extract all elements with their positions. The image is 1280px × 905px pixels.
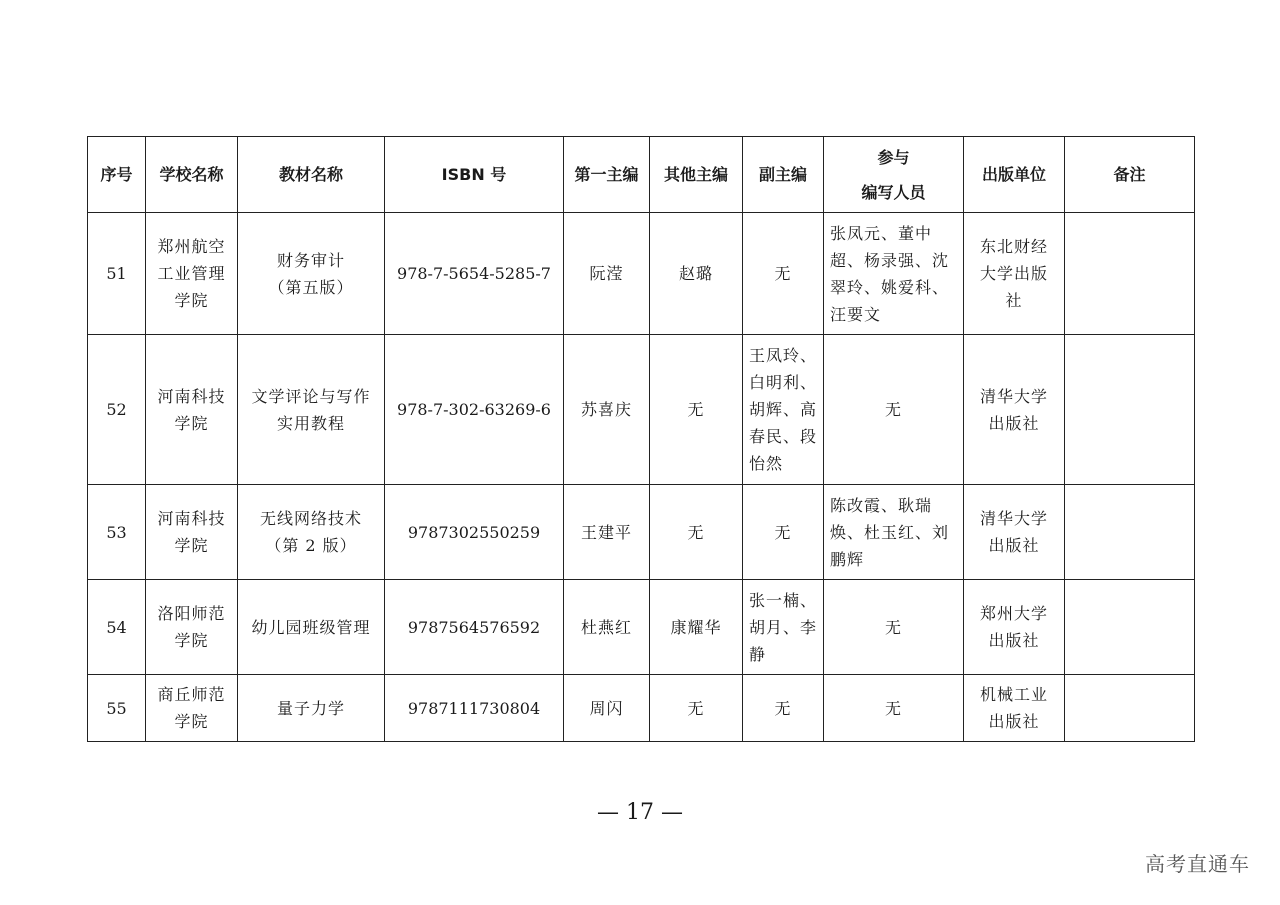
header-line: 参与 xyxy=(877,147,910,167)
cell-title xyxy=(238,335,385,485)
header-col-first-editor: 第一主编 xyxy=(564,137,650,213)
cell-title-line: （第 2 版） xyxy=(265,536,357,555)
cell-publisher-line: 郑州大学 xyxy=(979,604,1048,623)
cell-participants xyxy=(824,213,964,335)
cell-deputy-editors xyxy=(743,485,824,580)
cell-participants-line: 鹏辉 xyxy=(830,549,865,569)
page-number: — 17 — xyxy=(597,800,683,825)
cell-participants xyxy=(824,485,964,580)
cell-publisher-line: 出版社 xyxy=(988,631,1040,650)
cell-title-line: 实用教程 xyxy=(276,413,345,433)
cell-remark xyxy=(1065,675,1195,742)
cell-school-line: 学院 xyxy=(174,413,209,433)
cell-no: 55 xyxy=(88,675,146,742)
cell-participants-line: 张凤元、董中 xyxy=(830,223,933,243)
cell-title xyxy=(238,675,385,742)
cell-title-line: 幼儿园班级管理 xyxy=(251,617,371,637)
cell-participants-line: 汪要文 xyxy=(830,304,882,324)
cell-publisher xyxy=(964,580,1065,675)
header-col-other-editors: 其他主编 xyxy=(650,137,743,213)
cell-publisher-line: 社 xyxy=(1005,291,1023,310)
cell-isbn: 9787564576592 xyxy=(385,580,564,675)
cell-participants xyxy=(824,580,964,675)
cell-publisher xyxy=(964,335,1065,485)
cell-isbn: 978-7-5654-5285-7 xyxy=(385,213,564,335)
cell-remark xyxy=(1065,485,1195,580)
cell-other-editors: 无 xyxy=(650,485,743,580)
header-col-isbn: ISBN 号 xyxy=(385,137,564,213)
cell-title-line: 无线网络技术 xyxy=(259,509,362,528)
cell-publisher-line: 东北财经 xyxy=(979,237,1048,256)
cell-participants xyxy=(824,335,964,485)
cell-school-line: 学院 xyxy=(174,291,209,310)
cell-first-editor: 杜燕红 xyxy=(564,580,650,675)
cell-remark xyxy=(1065,213,1195,335)
cell-title-line: 文学评论与写作 xyxy=(251,386,371,406)
textbook-table xyxy=(87,136,1195,742)
cell-no: 51 xyxy=(88,213,146,335)
cell-first-editor: 阮滢 xyxy=(564,213,650,335)
cell-school xyxy=(146,335,238,485)
table-row xyxy=(88,335,1195,485)
cell-deputy-editors-line: 怡然 xyxy=(749,454,784,473)
cell-school-line: 学院 xyxy=(174,712,209,731)
cell-title-line: 财务审计 xyxy=(276,250,345,270)
cell-no: 53 xyxy=(88,485,146,580)
cell-deputy-editors xyxy=(743,213,824,335)
cell-first-editor: 王建平 xyxy=(564,485,650,580)
cell-isbn: 9787302550259 xyxy=(385,485,564,580)
cell-publisher-line: 出版社 xyxy=(988,712,1040,731)
cell-remark xyxy=(1065,580,1195,675)
cell-school-line: 洛阳师范 xyxy=(157,604,226,623)
header-col-participants xyxy=(824,137,964,213)
header-col-publisher: 出版单位 xyxy=(964,137,1065,213)
cell-title xyxy=(238,580,385,675)
cell-deputy-editors xyxy=(743,335,824,485)
cell-deputy-editors-line: 无 xyxy=(774,264,792,283)
cell-participants-line: 焕、杜玉红、刘 xyxy=(830,522,950,542)
cell-publisher-line: 出版社 xyxy=(988,413,1040,433)
header-col-no: 序号 xyxy=(88,137,146,213)
cell-title-line: 量子力学 xyxy=(276,698,345,718)
header-col-school: 学校名称 xyxy=(146,137,238,213)
cell-deputy-editors-line: 静 xyxy=(749,644,767,664)
cell-title-line: （第五版） xyxy=(268,277,354,297)
table-row xyxy=(88,580,1195,675)
header-line: 编写人员 xyxy=(861,182,926,202)
cell-isbn: 9787111730804 xyxy=(385,675,564,742)
header-row xyxy=(88,137,1195,213)
cell-deputy-editors xyxy=(743,675,824,742)
cell-deputy-editors-line: 胡辉、高 xyxy=(749,400,818,419)
cell-first-editor: 周闪 xyxy=(564,675,650,742)
cell-publisher-line: 清华大学 xyxy=(979,386,1048,406)
cell-other-editors: 无 xyxy=(650,675,743,742)
cell-deputy-editors-line: 春民、段 xyxy=(749,427,818,446)
cell-publisher xyxy=(964,485,1065,580)
header-col-remark: 备注 xyxy=(1065,137,1195,213)
cell-deputy-editors-line: 无 xyxy=(774,522,792,542)
cell-school-line: 河南科技 xyxy=(157,386,226,406)
cell-participants-line: 无 xyxy=(884,698,902,718)
watermark: 高考直通车 xyxy=(1145,852,1250,876)
cell-isbn: 978-7-302-63269-6 xyxy=(385,335,564,485)
cell-publisher-line: 清华大学 xyxy=(979,509,1048,528)
cell-participants-line: 超、杨录强、沈 xyxy=(830,250,950,270)
table-row xyxy=(88,485,1195,580)
cell-school xyxy=(146,675,238,742)
cell-participants-line: 无 xyxy=(884,617,902,637)
cell-school-line: 郑州航空 xyxy=(157,237,226,256)
cell-title xyxy=(238,213,385,335)
header-col-deputy-editors: 副主编 xyxy=(743,137,824,213)
cell-participants-line: 无 xyxy=(884,400,902,419)
cell-other-editors: 赵璐 xyxy=(650,213,743,335)
cell-participants-line: 陈改霞、耿瑞 xyxy=(830,495,933,515)
cell-school xyxy=(146,580,238,675)
cell-other-editors: 康耀华 xyxy=(650,580,743,675)
cell-publisher-line: 出版社 xyxy=(988,536,1040,555)
cell-no: 52 xyxy=(88,335,146,485)
cell-no: 54 xyxy=(88,580,146,675)
cell-deputy-editors-line: 胡月、李 xyxy=(749,617,818,637)
cell-participants xyxy=(824,675,964,742)
cell-title xyxy=(238,485,385,580)
cell-other-editors: 无 xyxy=(650,335,743,485)
cell-publisher xyxy=(964,675,1065,742)
cell-deputy-editors-line: 王凤玲、 xyxy=(749,346,818,365)
cell-first-editor: 苏喜庆 xyxy=(564,335,650,485)
cell-remark xyxy=(1065,335,1195,485)
cell-deputy-editors xyxy=(743,580,824,675)
cell-school-line: 商丘师范 xyxy=(157,685,226,704)
cell-deputy-editors-line: 无 xyxy=(774,698,792,718)
cell-school xyxy=(146,485,238,580)
cell-school-line: 工业管理 xyxy=(157,264,226,283)
cell-deputy-editors-line: 张一楠、 xyxy=(749,590,818,610)
cell-publisher-line: 机械工业 xyxy=(979,685,1048,704)
cell-publisher-line: 大学出版 xyxy=(979,264,1048,283)
table-row xyxy=(88,675,1195,742)
table-row xyxy=(88,213,1195,335)
cell-school xyxy=(146,213,238,335)
cell-school-line: 学院 xyxy=(174,631,209,650)
cell-school-line: 学院 xyxy=(174,536,209,555)
cell-participants-line: 翠玲、姚爱科、 xyxy=(830,277,950,297)
cell-school-line: 河南科技 xyxy=(157,509,226,528)
cell-publisher xyxy=(964,213,1065,335)
header-col-title: 教材名称 xyxy=(238,137,385,213)
cell-deputy-editors-line: 白明利、 xyxy=(749,373,818,392)
